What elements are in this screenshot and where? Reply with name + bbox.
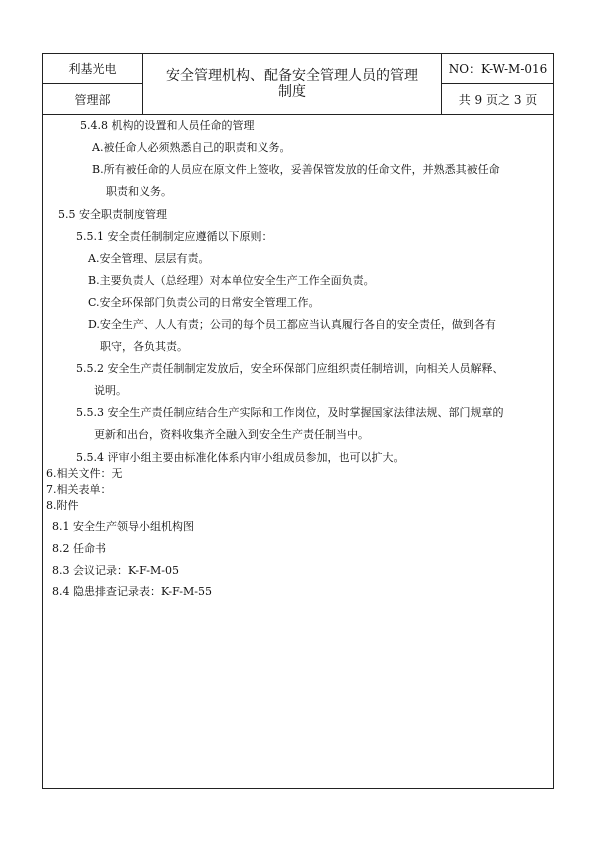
section-5-5-2-cont: 说明。 (94, 384, 127, 397)
section-5-5-3: 5.5.3 安全生产责任制应结合生产实际和工作岗位，及时掌握国家法律法规、部门规章的 (76, 406, 504, 419)
attachment-8-4: 8.4 隐患排查记录表：K-F-M-55 (52, 585, 212, 598)
document-title (143, 54, 441, 114)
section-5-5-4: 5.5.4 评审小组主要由标准化体系内审小组成员参加，也可以扩大。 (76, 451, 405, 464)
section-6: 6.相关文件：无 (46, 467, 123, 480)
section-8: 8.附件 (46, 499, 79, 512)
document-header (43, 54, 553, 115)
title-line-2: 制度 (278, 84, 306, 100)
attachment-8-1: 8.1 安全生产领导小组机构图 (52, 520, 194, 533)
section-5-5: 5.5 安全职责制度管理 (58, 208, 167, 221)
department-name: 管理部 (74, 92, 111, 107)
company-name: 利基光电 (68, 62, 117, 76)
principle-c: C.安全环保部门负责公司的日常安全管理工作。 (88, 296, 320, 309)
principle-d: D.安全生产、人人有责；公司的每个员工都应当认真履行各自的安全责任，做到各有 (88, 318, 496, 331)
item-b-cont: 职责和义务。 (106, 185, 172, 198)
title-line-1: 安全管理机构、配备安全管理人员的管理 (166, 68, 418, 84)
section-7: 7.相关表单： (46, 483, 112, 496)
section-5-5-3-cont: 更新和出台，资料收集齐全融入到安全生产责任制当中。 (94, 428, 369, 441)
section-5-5-1: 5.5.1 安全责任制制定应遵循以下原则： (76, 230, 273, 243)
attachment-8-2: 8.2 任命书 (52, 542, 106, 555)
section-5-4-8: 5.4.8 机构的设置和人员任命的管理 (80, 119, 255, 132)
principle-d-cont: 职守，各负其责。 (100, 340, 188, 353)
item-b: B.所有被任命的人员应在原文件上签收，妥善保管发放的任命文件，并熟悉其被任命 (92, 163, 500, 176)
principle-b: B.主要负责人（总经理）对本单位安全生产工作全面负责。 (88, 274, 375, 287)
page-info: 共 9 页之 3 页 (458, 92, 538, 107)
section-5-5-2: 5.5.2 安全生产责任制制定发放后，安全环保部门应组织责任制培训，向相关人员解释、 (76, 362, 504, 375)
document-number: NO：K-W-M-016 (448, 62, 548, 76)
item-a: A.被任命人必须熟悉自己的职责和义务。 (92, 141, 291, 154)
principle-a: A.安全管理、层层有责。 (88, 252, 210, 265)
attachment-8-3: 8.3 会议记录：K-F-M-05 (52, 564, 179, 577)
